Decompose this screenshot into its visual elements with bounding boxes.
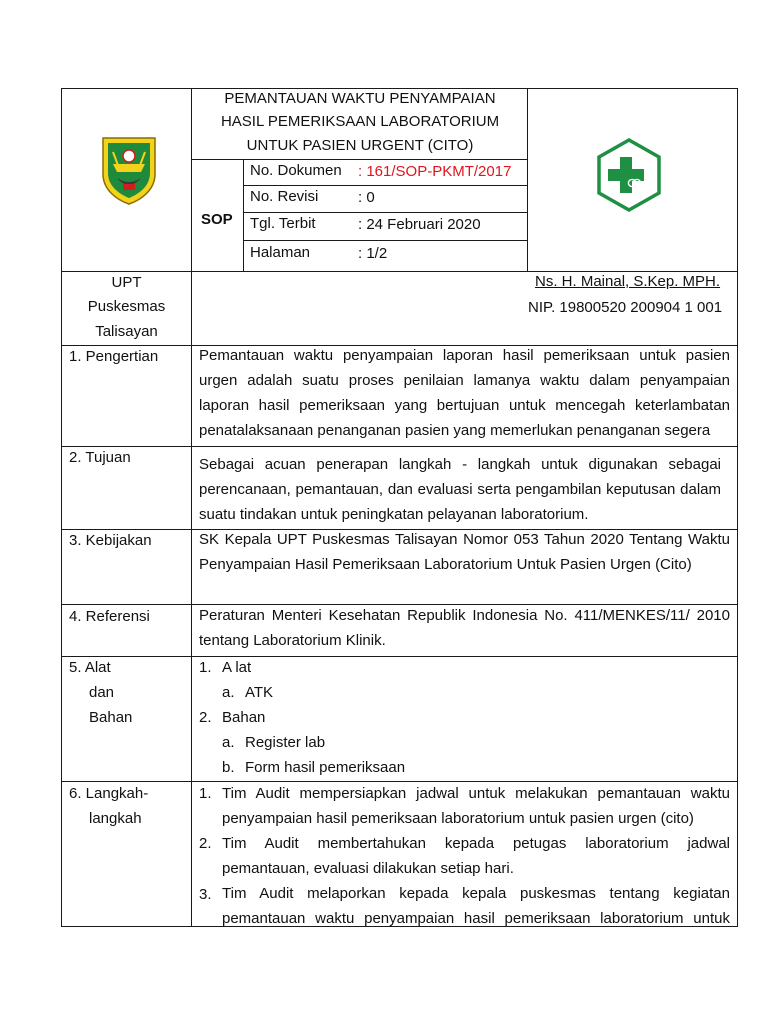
list-item-text: Register lab (245, 734, 326, 751)
section-label-kebijakan: 3. Kebijakan (69, 532, 152, 549)
section-label-alat-3: Bahan (89, 709, 133, 726)
field-label-page: Halaman (250, 244, 311, 261)
institution-line-2: Puskesmas (87, 298, 166, 315)
field-value-doc-number: : 161/SOP-PKMT/2017 (358, 163, 512, 180)
table-border-right (737, 88, 738, 927)
title-bottom-line (191, 159, 527, 160)
section-label-pengertian: 1. Pengertian (69, 348, 159, 365)
institution-line-1: UPT (111, 274, 142, 291)
section-label-langkah-2: langkah (89, 810, 142, 827)
field-value-page: : 1/2 (358, 245, 388, 262)
doc-title-line-1: PEMANTAUAN WAKTU PENYAMPAIAN (224, 90, 496, 107)
field-label-issue-date: Tgl. Terbit (250, 215, 316, 232)
section-label-referensi: 4. Referensi (69, 608, 150, 625)
list-item-num: b. (222, 759, 235, 776)
section-text-kebijakan: SK Kepala UPT Puskesmas Talisayan Nomor 053 Tahun 2020 Tentang Waktu Penyampaian Hasil Pemeriksaan Laboratorium Untuk Pasien Urgen (Cito) (199, 531, 730, 573)
section-text-referensi: Peraturan Menteri Kesehatan Republik Indonesia No. 411/MENKES/11/ 2010 tentang Laboratorium Klinik. (199, 607, 730, 649)
section-text-pengertian: Pemantauan waktu penyampaian laporan hasil pemeriksaan untuk pasien urgen adalah suatu proses penilaian lamanya waktu dalam penyampaian laporan hasil pemeriksaan yang bertujuan untuk mencegah keterlambatan penatalaksanaan penanganan pasien yang memerlukan penanganan segera (199, 347, 730, 439)
step-text: Tim Audit membertahukan kepada petugas laboratorium jadwal pemantauan, evaluasi dilakukan setiap hari. (222, 835, 730, 877)
doc-title-line-3: UNTUK PASIEN URGENT (CITO) (246, 137, 474, 154)
field-line-3 (243, 240, 527, 241)
regional-emblem (99, 134, 159, 206)
field-value-revision: : 0 (358, 189, 375, 206)
signatory-name: Ns. H. Mainal, S.Kep. MPH. (535, 273, 721, 290)
field-label-doc-number: No. Dokumen (250, 162, 342, 179)
sop-label: SOP (201, 211, 233, 228)
field-line-1 (243, 185, 527, 186)
list-item-num: a. (222, 684, 235, 701)
puskesmas-logo (596, 137, 662, 213)
section-label-alat-2: dan (89, 684, 115, 701)
section-label-langkah-1: 6. Langkah- (69, 785, 149, 802)
col-divider-right (527, 88, 528, 271)
table-border-left (61, 88, 62, 927)
list-item-num: 2. (199, 709, 212, 726)
step-text: Tim Audit mempersiapkan jadwal untuk melakukan pemantauan waktu penyampaian hasil pemeriksaan laboratorium untuk pasien urgen (cito) (222, 785, 730, 827)
row-line-3 (61, 446, 738, 447)
step-text: Tim Audit melaporkan kepada kepala puskesmas tentang kegiatan pemantauan waktu penyampaian hasil pemeriksaan laboratorium untuk (222, 885, 730, 927)
sop-divider (243, 159, 244, 271)
section-text-tujuan: Sebagai acuan penerapan langkah - langkah untuk digunakan sebagai perencanaan, pemantauan, dan evaluasi serta pengambilan keputusan dalam suatu tindakan untuk peningkatan pelayanan laboratorium. (199, 456, 721, 523)
step-num: 3. (199, 886, 212, 903)
step-num: 1. (199, 785, 212, 802)
field-value-issue-date: : 24 Februari 2020 (358, 216, 481, 233)
institution-line-3: Talisayan (95, 323, 158, 340)
list-item-text: Form hasil pemeriksaan (245, 759, 406, 776)
list-item-text: A lat (222, 659, 252, 676)
section-label-tujuan: 2. Tujuan (69, 449, 131, 466)
signatory-nip: NIP. 19800520 200904 1 001 (528, 299, 723, 316)
doc-title-line-2: HASIL PEMERIKSAAN LABORATORIUM (220, 113, 500, 130)
col-divider-left (191, 88, 192, 927)
list-item-text: ATK (245, 684, 274, 701)
list-item-num: 1. (199, 659, 212, 676)
list-item-num: a. (222, 734, 235, 751)
field-line-2 (243, 212, 527, 213)
field-label-revision: No. Revisi (250, 188, 319, 205)
row-line-6 (61, 656, 738, 657)
step-num: 2. (199, 835, 212, 852)
list-item-text: Bahan (222, 709, 266, 726)
section-label-alat-1: 5. Alat (69, 659, 111, 676)
